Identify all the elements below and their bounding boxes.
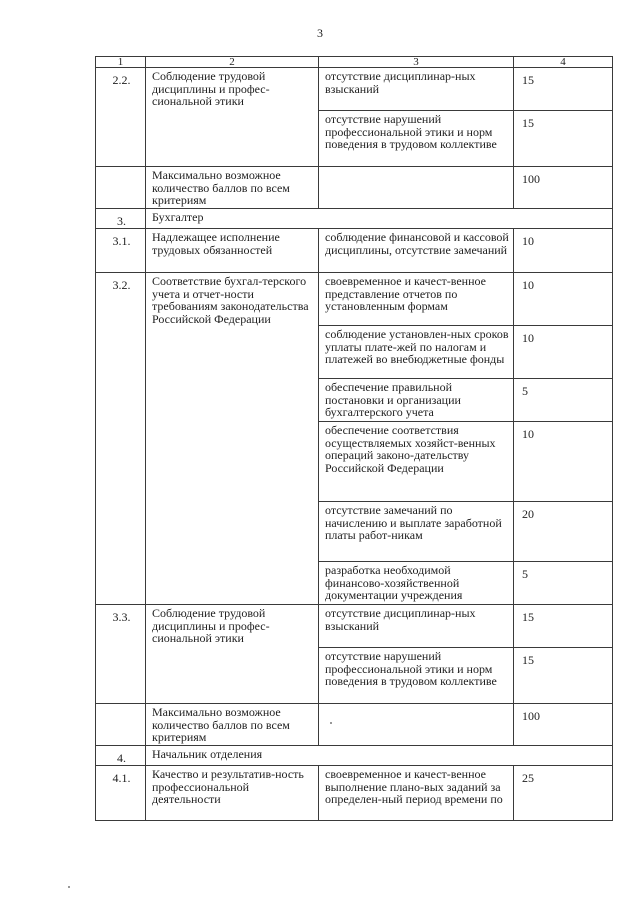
- indicator-text: обеспечение правильной постановки и организации бухгалтерского учета: [319, 379, 514, 422]
- criterion-number: 3.1.: [96, 229, 146, 273]
- section-number: 4.: [96, 745, 146, 766]
- total-row: [96, 704, 613, 746]
- score-value: 20: [514, 502, 613, 562]
- header-col-2: 2: [146, 57, 319, 68]
- total-label: Максимально возможное количество баллов по всем критериям: [146, 167, 319, 209]
- section-row: [96, 208, 613, 229]
- section-number: 3.: [96, 208, 146, 229]
- header-col-4: 4: [514, 57, 613, 68]
- total-number-cell: [96, 167, 146, 209]
- scan-speck: [330, 722, 332, 724]
- criterion-number: 3.3.: [96, 605, 146, 704]
- table-header-row: [96, 57, 613, 68]
- score-value: 10: [514, 273, 613, 326]
- criterion-row: [96, 229, 613, 273]
- indicator-text: отсутствие замечаний по начислению и выплате заработной платы работ-никам: [319, 502, 514, 562]
- total-score: 100: [514, 167, 613, 209]
- criterion-row: [96, 273, 613, 326]
- score-value: 15: [514, 111, 613, 167]
- indicator-text: отсутствие нарушений профессиональной этики и норм поведения в трудовом коллективе: [319, 111, 514, 167]
- criterion-number: 3.2.: [96, 273, 146, 605]
- indicator-text: обеспечение соответствия осуществляемых хозяйст-венных операций законо-дательству Российской Федерации: [319, 422, 514, 502]
- score-value: 5: [514, 562, 613, 605]
- criteria-table: [95, 56, 613, 821]
- header-col-3: 3: [319, 57, 514, 68]
- header-col-1: 1: [96, 57, 146, 68]
- score-value: 15: [514, 648, 613, 704]
- indicator-text: своевременное и качест-венное выполнение плано-вых заданий за определен-ный период времени по: [319, 766, 514, 821]
- total-score: 100: [514, 704, 613, 746]
- indicator-text: отсутствие дисциплинар-ных взысканий: [319, 68, 514, 111]
- indicator-text: соблюдение установлен-ных сроков уплаты плате-жей по налогам и платежей во внебюджетные фонды: [319, 326, 514, 379]
- total-label: Максимально возможное количество баллов по всем критериям: [146, 704, 319, 746]
- section-row: [96, 745, 613, 766]
- section-title: Бухгалтер: [146, 208, 613, 229]
- score-value: 15: [514, 68, 613, 111]
- score-value: 5: [514, 379, 613, 422]
- criterion-row: [96, 605, 613, 648]
- score-value: 15: [514, 605, 613, 648]
- total-indicator-cell: [319, 704, 514, 746]
- criterion-name: Соблюдение трудовой дисциплины и профес-сиональной этики: [146, 605, 319, 704]
- criterion-name: Качество и результатив-ность профессиональной деятельности: [146, 766, 319, 821]
- criterion-name: Соответствие бухгал-терского учета и отчет-ности требованиям законодательства Российской Федерации: [146, 273, 319, 605]
- score-value: 10: [514, 229, 613, 273]
- indicator-text: своевременное и качест-венное представление отчетов по установленным формам: [319, 273, 514, 326]
- criterion-name: Надлежащее исполнение трудовых обязанностей: [146, 229, 319, 273]
- score-value: 10: [514, 422, 613, 502]
- score-value: 25: [514, 766, 613, 821]
- total-indicator-cell: [319, 167, 514, 209]
- criterion-row: [96, 68, 613, 111]
- page-number: 3: [317, 26, 323, 40]
- score-value: 10: [514, 326, 613, 379]
- criterion-row: [96, 766, 613, 821]
- indicator-text: отсутствие нарушений профессиональной этики и норм поведения в трудовом коллективе: [319, 648, 514, 704]
- indicator-text: соблюдение финансовой и кассовой дисциплины, отсутствие замечаний: [319, 229, 514, 273]
- indicator-text: отсутствие дисциплинар-ных взысканий: [319, 605, 514, 648]
- criterion-number: 2.2.: [96, 68, 146, 167]
- scan-speck: [68, 886, 70, 888]
- criterion-name: Соблюдение трудовой дисциплины и профес-сиональной этики: [146, 68, 319, 167]
- indicator-text: разработка необходимой финансово-хозяйственной документации учреждения: [319, 562, 514, 605]
- criterion-number: 4.1.: [96, 766, 146, 821]
- section-title: Начальник отделения: [146, 745, 613, 766]
- total-row: [96, 167, 613, 209]
- total-number-cell: [96, 704, 146, 746]
